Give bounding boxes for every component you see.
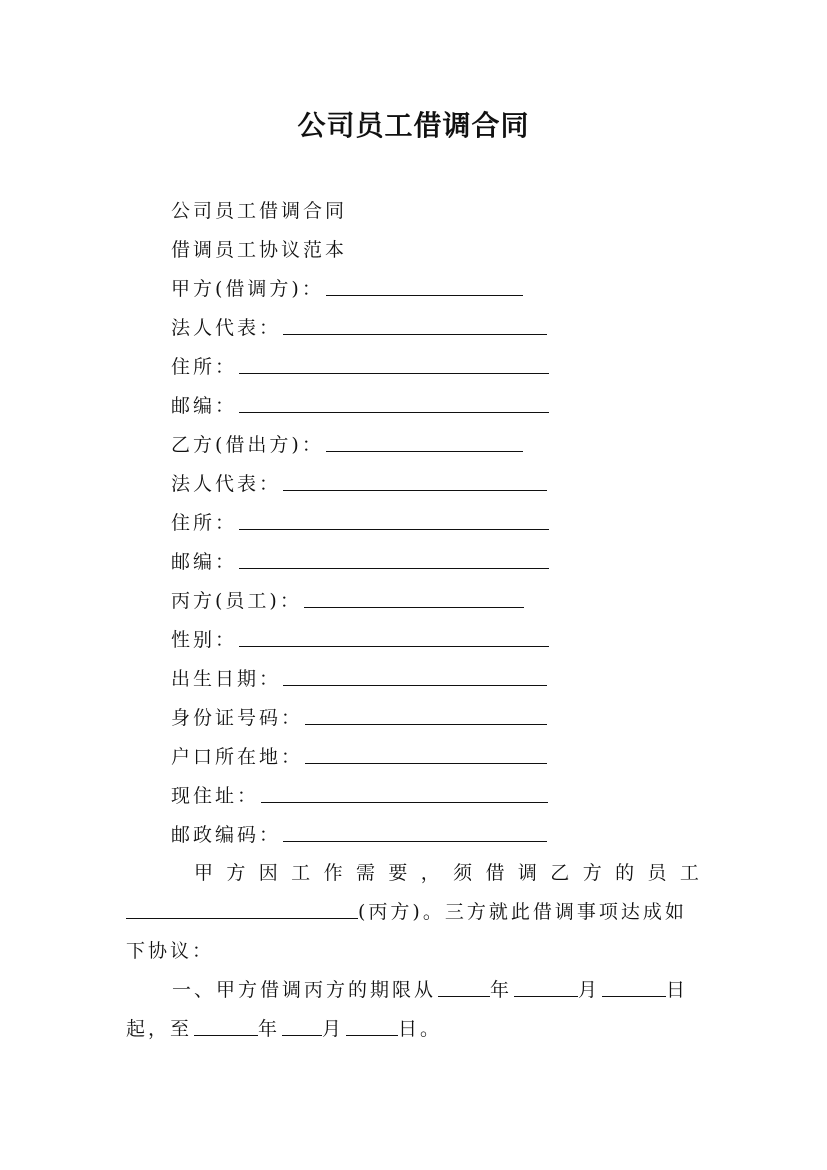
address-a-line: [171, 354, 549, 380]
field-label: 住所：: [171, 356, 238, 378]
para-text: 日。: [398, 1018, 443, 1040]
gender-line: [171, 627, 549, 653]
postcode-a-line: [171, 393, 549, 419]
field-label: 乙方(借出方)：: [171, 434, 324, 456]
field-label: 甲方(借调方)：: [171, 278, 324, 300]
field-label: 户口所在地：: [171, 746, 304, 768]
blank-year: [194, 1017, 258, 1036]
para-char: 乙: [550, 862, 573, 884]
para-char: 甲: [194, 862, 217, 884]
para-char: 方: [582, 862, 605, 884]
blank-field: [239, 511, 549, 530]
para-char: 需: [355, 862, 378, 884]
field-label: 出生日期：: [171, 668, 282, 690]
para-text: 年: [258, 1018, 281, 1040]
para-char: 工: [291, 862, 314, 884]
field-label: 法人代表：: [171, 317, 282, 339]
blank-field: [239, 550, 549, 569]
blank-field: [305, 745, 547, 764]
line-text: 公司员工借调合同: [171, 200, 348, 222]
blank-month: [514, 978, 578, 997]
current-address-line: [171, 783, 548, 809]
paragraph-1-line-3: [126, 938, 702, 964]
blank-field: [283, 472, 547, 491]
field-label: 邮编：: [171, 395, 238, 417]
field-label: 住所：: [171, 512, 238, 534]
blank-year: [438, 978, 490, 997]
para-text: 起，至: [126, 1018, 193, 1040]
para-text: 日: [666, 979, 689, 1001]
field-label: 法人代表：: [171, 473, 282, 495]
blank-field: [126, 900, 358, 919]
legal-rep-a-line: [171, 315, 547, 341]
blank-field: [239, 355, 549, 374]
blank-field: [239, 628, 549, 647]
blank-field: [239, 394, 549, 413]
para-text: 月: [322, 1018, 345, 1040]
line-text: 借调员工协议范本: [171, 239, 348, 261]
blank-month: [282, 1017, 322, 1036]
field-label: 邮政编码：: [171, 824, 282, 846]
blank-field: [326, 433, 523, 452]
para-char: 因: [258, 862, 281, 884]
para-text: 一、甲方借调丙方的期限从: [172, 979, 437, 1001]
para-text: (丙方)。三方就此借调事项达成如: [358, 901, 687, 923]
paragraph-2-line-1: [172, 977, 702, 1003]
para-char: 借: [485, 862, 508, 884]
birthdate-line: [171, 666, 547, 692]
party-c-line: [171, 588, 524, 614]
blank-field: [283, 667, 547, 686]
blank-field: [304, 589, 524, 608]
field-label: 现住址：: [171, 785, 260, 807]
para-char: 的: [615, 862, 638, 884]
field-label: 邮编：: [171, 551, 238, 573]
para-char: 作: [323, 862, 346, 884]
postcode-b-line: [171, 549, 549, 575]
legal-rep-b-line: [171, 471, 547, 497]
subtitle-line: [171, 198, 347, 224]
para-char: 工: [679, 862, 702, 884]
para-char: 方: [226, 862, 249, 884]
para-text: 月: [578, 979, 601, 1001]
field-label: 性别：: [171, 629, 238, 651]
zipcode-line: [171, 822, 547, 848]
blank-field: [261, 784, 548, 803]
paragraph-1-line-2: [126, 899, 702, 925]
address-b-line: [171, 510, 549, 536]
para-char: ，: [420, 862, 443, 884]
document-title: 公司员工借调合同: [297, 109, 530, 142]
blank-day: [602, 978, 666, 997]
blank-field: [326, 277, 523, 296]
party-a-line: [171, 276, 523, 302]
para-text: 年: [490, 979, 513, 1001]
hukou-line: [171, 744, 547, 770]
para-text: 下协议：: [126, 940, 215, 962]
blank-field: [283, 316, 547, 335]
field-label: 身份证号码：: [171, 707, 304, 729]
paragraph-1-line-1: [194, 860, 702, 886]
para-char: 须: [453, 862, 476, 884]
para-char: 员: [647, 862, 670, 884]
field-label: 丙方(员工)：: [171, 590, 302, 612]
blank-field: [283, 823, 547, 842]
id-number-line: [171, 705, 547, 731]
subtitle-line: [171, 237, 347, 263]
party-b-line: [171, 432, 523, 458]
para-char: 要: [388, 862, 411, 884]
paragraph-2-line-2: [126, 1016, 702, 1042]
blank-day: [346, 1017, 398, 1036]
para-char: 调: [517, 862, 540, 884]
blank-field: [305, 706, 547, 725]
